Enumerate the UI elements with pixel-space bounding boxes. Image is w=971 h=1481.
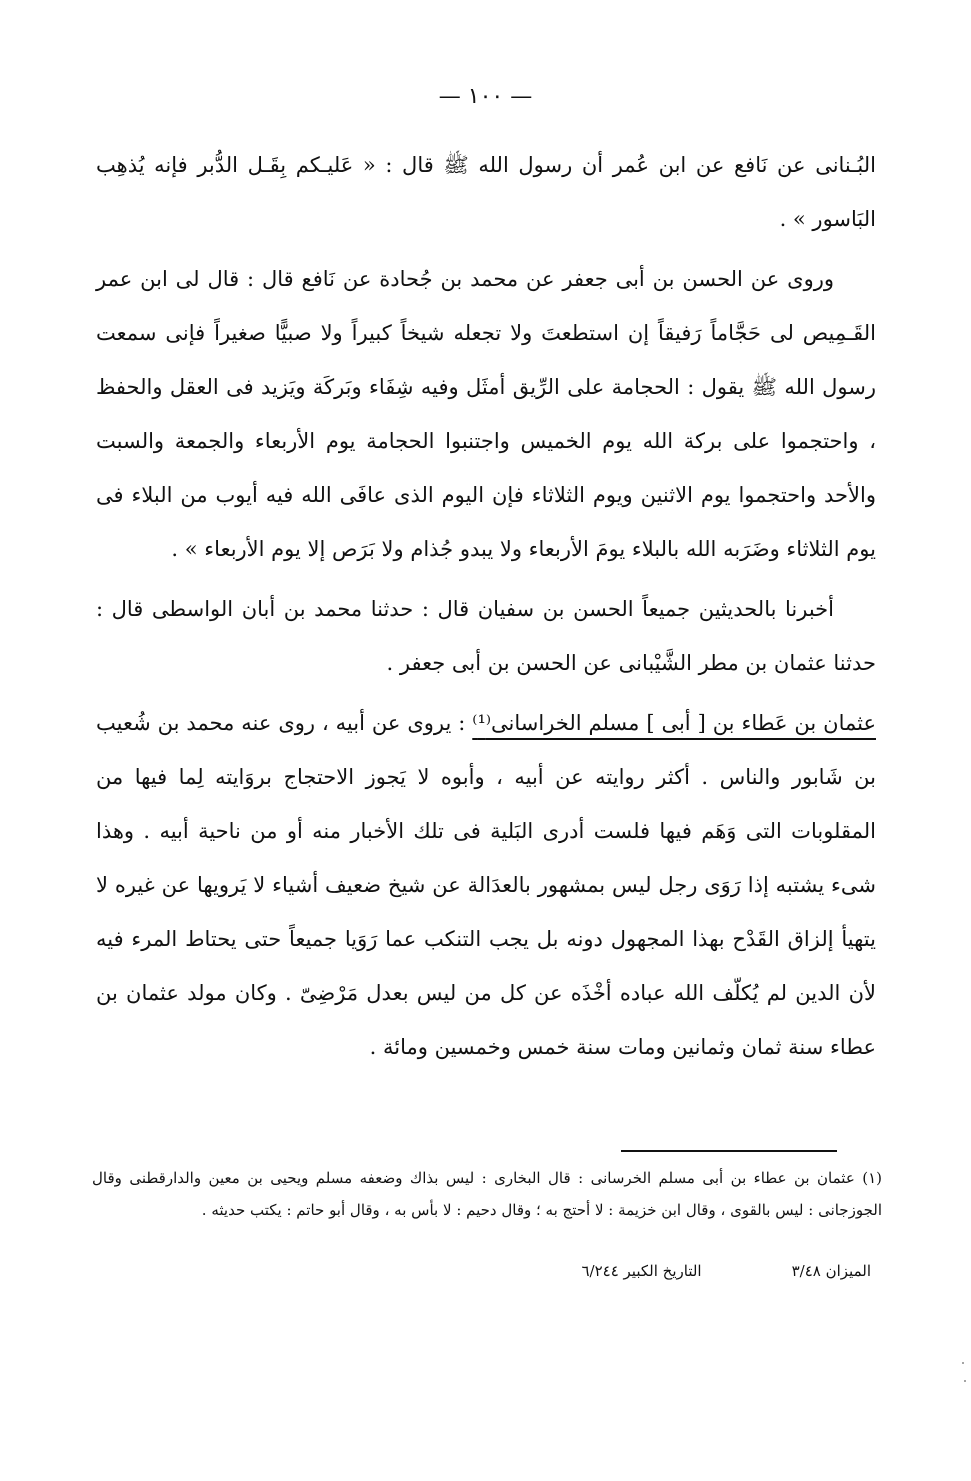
footnote-divider (621, 1150, 837, 1152)
paragraph-hijama-hadith: وروى عن الحسن بن أبى جعفر عن محمد بن جُحادة عن نَافع قال : قال لى ابن عمر القَـمِيص لى حَجَّاماً رَفيقاً إن استطعتَ ولا تجعله شيخاً كبيراً ولا صبيًّا صغيراً فإنى سمعت رسول الله ﷺ يقول : الحجامة على الرِّيق أمثَل وفيه شِفَاء وبَركَة ويَزيد فى العقل والحفظ ، واحتجموا على بركة الله يوم الخميس واجتنبوا الحجامة يوم الأربعاء والجمعة والسبت والأحد واحتجموا يوم الاثنين ويوم الثلاثاء فإن اليوم الذى عافَى الله فيه أيوب من البلاء فى يوم الثلاثاء وضَرَبه الله بالبلاء يومَ الأربعاء ولا يبدو جُذام ولا بَرَص إلا يوم الأربعاء » . (96, 267, 876, 561)
entry-heading: عثمان بن عَطاء بن [ أبى ] مسلم الخراسانى⁽¹⁾ (472, 711, 876, 735)
scan-speck (964, 1380, 966, 1382)
paragraph-isnad: أخبرنا بالحديثين جميعاً الحسن بن سفيان قال : حدثنا محمد بن أبان الواسطى قال : حدثنا عثمان بن مطر الشَّيْبانى عن الحسن بن أبى جعفر . (96, 597, 876, 675)
reference-mizan: الميزان ٣/٤٨ (791, 1262, 871, 1280)
biography-entry (96, 696, 876, 1074)
page-number: — ١٠٠ — (438, 84, 533, 109)
entry-text: : يروى عن أبيه ، روى عنه محمد بن شُعيب بن شَابور والناس . أكثر روايته عن أبيه ، وأبوه لا يَجوز الاحتجاج بروَايته لِما فيها من المقلوبات التى وَهَم فيها فلست أدرى البَلية فى تلك الأخبار منه أو من ناحية أبيه . وهذا شىء يشتبه إذا رَوَى رجل ليس بمشهور بالعدَالة عن شيخ ضعيف أشياء لا يَرويها عن غيره لا يتهيأ إلزاق القَدْح بهذا المجهول دونه بل يجب التنكب عما رَوَيا جميعاً حتى يحتاط المرء فيه لأن الدين لم يُكلّف الله عباده أخْذَه عن كل من ليس بعدل مَرْضِىّ . وكان مولد عثمان بن عطاء سنة ثمان وثمانين ومات سنة خمس وخمسين ومائة . (96, 711, 876, 1059)
scan-speck (962, 1362, 964, 1364)
footnotes (92, 1162, 882, 1226)
reference-tarikh-kabir: التاريخ الكبير ٦/٢٤٤ (581, 1262, 702, 1280)
footnote-references (111, 1262, 871, 1280)
paragraph-hadith-continuation: البُـنانى عن نَافع عن ابن عُمر أن رسول الله ﷺ قال : « عَليـكم بِقَـل الدُّبر فإنه يُذهِب البَاسور » . (96, 153, 876, 231)
main-text (96, 138, 876, 1080)
footnote-1: (١) عثمان بن عطاء بن أبى مسلم الخرسانى : قال البخارى : ليس بذاك وضعفه مسلم ويحيى بن معين والدارقطنى وقال الجوزجانى : ليس بالقوى ، وقال ابن خزيمة : لا أحتج به ؛ وقال دحيم : لا بأس به ، وقال أبو حاتم : يكتب حديثه . (92, 1169, 882, 1219)
